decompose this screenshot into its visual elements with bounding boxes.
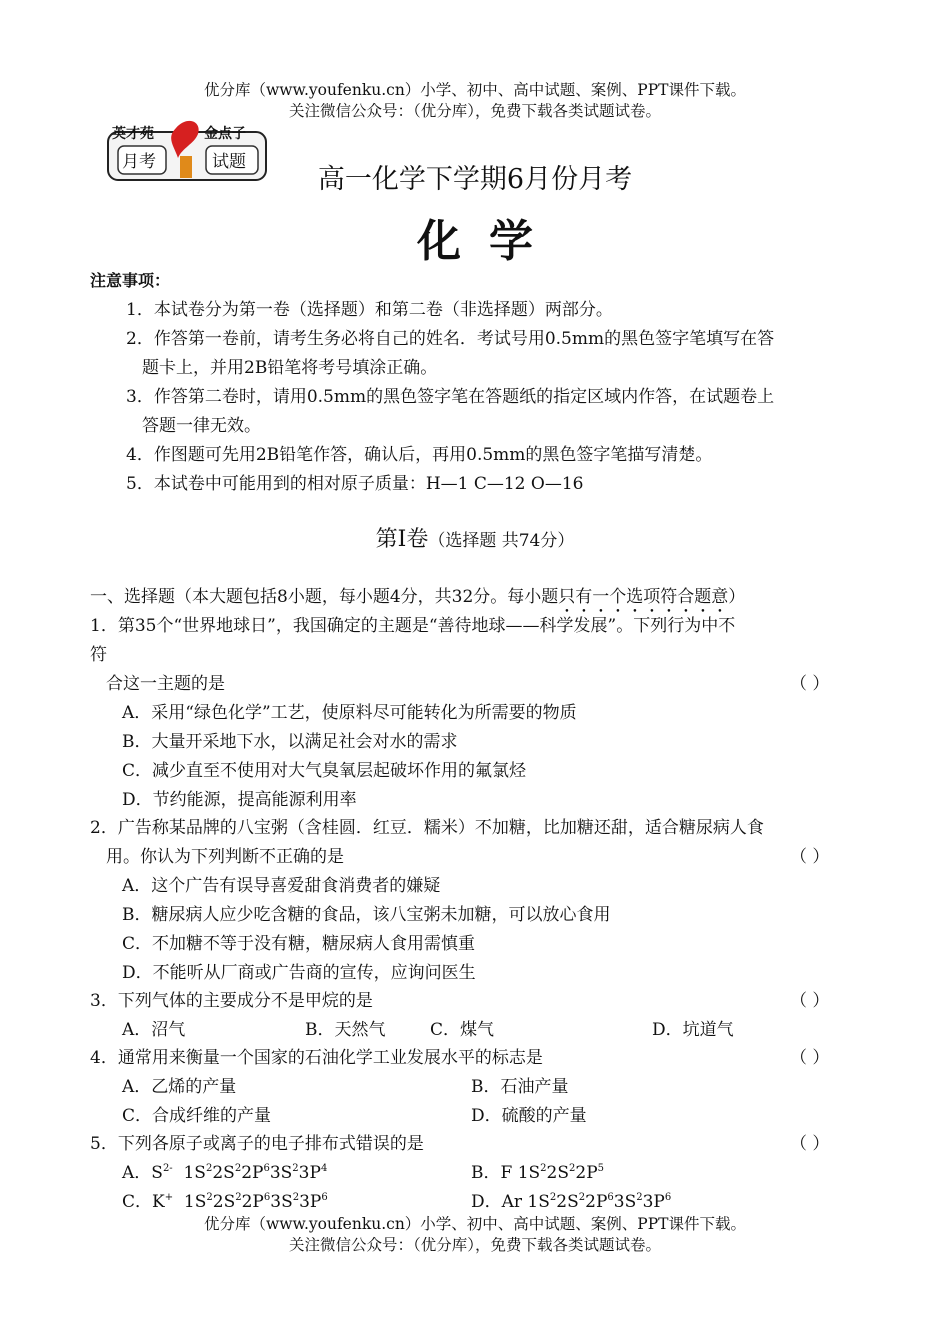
footer-ad-line-1: 优分库（www.youfenku.cn）小学、初中、高中试题、案例、PPT课件下载。	[203, 1215, 747, 1233]
logo-text-top-right: 金点子	[204, 126, 246, 142]
q4-option-b: B．石油产量	[471, 1077, 569, 1097]
q2-option-a: A．这个广告有误导喜爱甜食消费者的嫌疑	[122, 876, 441, 896]
q3-stem: 3．下列气体的主要成分不是甲烷的是	[90, 991, 373, 1011]
q1-option-d: D．节约能源，提高能源利用率	[122, 790, 357, 810]
q3-option-a: A．沼气	[122, 1020, 186, 1040]
header-ad-line-1: 优分库（www.youfenku.cn）小学、初中、高中试题、案例、PPT课件下载。	[203, 81, 747, 99]
q4-option-c: C．合成纤维的产量	[122, 1106, 272, 1126]
logo-text-bottom-left: 月考	[122, 152, 156, 172]
notice-heading: 注意事项：	[90, 271, 171, 290]
part-one-emphasis: 只有一个选项符合题意	[558, 587, 729, 607]
header-ad-line-2: 关注微信公众号：（优分库），免费下载各类试题试卷。	[288, 102, 661, 120]
notice-item-2: 2．作答第一卷前，请考生务必将自己的姓名．考试号用0.5mm的黑色签字笔填写在答	[126, 329, 775, 349]
q2-option-c: C．不加糖不等于没有糖，糖尿病人食用需慎重	[122, 934, 476, 954]
notice-item-3-cont: 答题一律无效。	[142, 416, 261, 436]
q3-option-b: B．天然气	[305, 1020, 386, 1040]
q2-option-d: D．不能听从厂商或广告商的宣传，应询问医生	[122, 963, 476, 983]
exam-subtitle: 高一化学下学期6月份月考	[317, 164, 633, 195]
section-title	[0, 522, 950, 553]
q4-option-d: D．硫酸的产量	[471, 1106, 587, 1126]
logo-text-bottom-right: 试题	[212, 152, 246, 172]
q1-stem-line-1: 1．第35个“世界地球日”，我国确定的主题是“善待地球——科学发展”。下列行为中不	[90, 616, 736, 636]
q2-stem-line-1: 2．广告称某品牌的八宝粥（含桂圆．红豆．糯米）不加糖，比加糖还甜，适合糖尿病人食	[90, 818, 764, 838]
q5-option-d: D．Ar $1S^22S^22P^63S^23P^6$	[471, 1192, 672, 1212]
notice-item-3: 3．作答第二卷时，请用0.5mm的黑色签字笔在答题纸的指定区域内作答，在试题卷上	[126, 387, 775, 407]
logo-text-top-left: 英才苑	[112, 126, 154, 142]
q1-option-c: C．减少直至不使用对大气臭氧层起破坏作用的氟氯烃	[122, 761, 527, 781]
section-title-sub: （选择题 共74分）	[428, 531, 575, 551]
q4-stem: 4．通常用来衡量一个国家的石油化学工业发展水平的标志是	[90, 1048, 543, 1068]
q1-option-a: A．采用“绿色化学”工艺，使原料尽可能转化为所需要的物质	[122, 703, 577, 723]
q3-option-c: C．煤气	[430, 1020, 495, 1040]
q2-stem-line-2: 用。你认为下列判断不正确的是	[106, 847, 344, 867]
notice-item-4: 4．作图题可先用2B铅笔作答，确认后，再用0.5mm的黑色签字笔描写清楚。	[126, 445, 713, 465]
part-one-close: ）	[728, 587, 746, 607]
q3-option-d: D．坑道气	[652, 1020, 734, 1040]
q4-answer-blank[interactable]: （ ）	[790, 1048, 830, 1068]
q2-answer-blank[interactable]: （ ）	[790, 847, 830, 867]
q1-stem-line-3: 合这一主题的是	[106, 674, 225, 694]
q1-stem-line-2: 符	[90, 645, 107, 665]
notice-item-1: 1．本试卷分为第一卷（选择题）和第二卷（非选择题）两部分。	[126, 300, 613, 320]
q1-option-b: B．大量开采地下水，以满足社会对水的需求	[122, 732, 458, 752]
section-title-main: 第Ⅰ卷	[375, 527, 429, 552]
exam-title: 化学	[417, 216, 561, 267]
q4-option-a: A．乙烯的产量	[122, 1077, 237, 1097]
q1-answer-blank[interactable]: （ ）	[790, 674, 830, 694]
q5-option-b: B．F $1S^22S^22P^5$	[471, 1163, 605, 1183]
q5-stem: 5．下列各原子或离子的电子排布式错误的是	[90, 1134, 424, 1154]
q5-option-a: A．$S^{2-}$ $1S^22S^22P^63S^23P^4$	[122, 1163, 328, 1183]
q5-option-c: C．K+ $1S^22S^22P^63S^23P^6$	[122, 1192, 328, 1212]
q2-option-b: B．糖尿病人应少吃含糖的食品，该八宝粥未加糖，可以放心食用	[122, 905, 611, 925]
notice-item-2-cont: 题卡上，并用2B铅笔将考号填涂正确。	[142, 358, 438, 378]
part-one-intro: 一、选择题（本大题包括8小题，每小题4分，共32分。每小题	[90, 587, 559, 607]
q3-answer-blank[interactable]: （ ）	[790, 991, 830, 1011]
q5-answer-blank[interactable]: （ ）	[790, 1134, 830, 1154]
footer-ad-line-2: 关注微信公众号：（优分库），免费下载各类试题试卷。	[288, 1236, 661, 1254]
notice-item-5: 5．本试卷中可能用到的相对原子质量：H—1 C—12 O—16	[126, 474, 584, 494]
